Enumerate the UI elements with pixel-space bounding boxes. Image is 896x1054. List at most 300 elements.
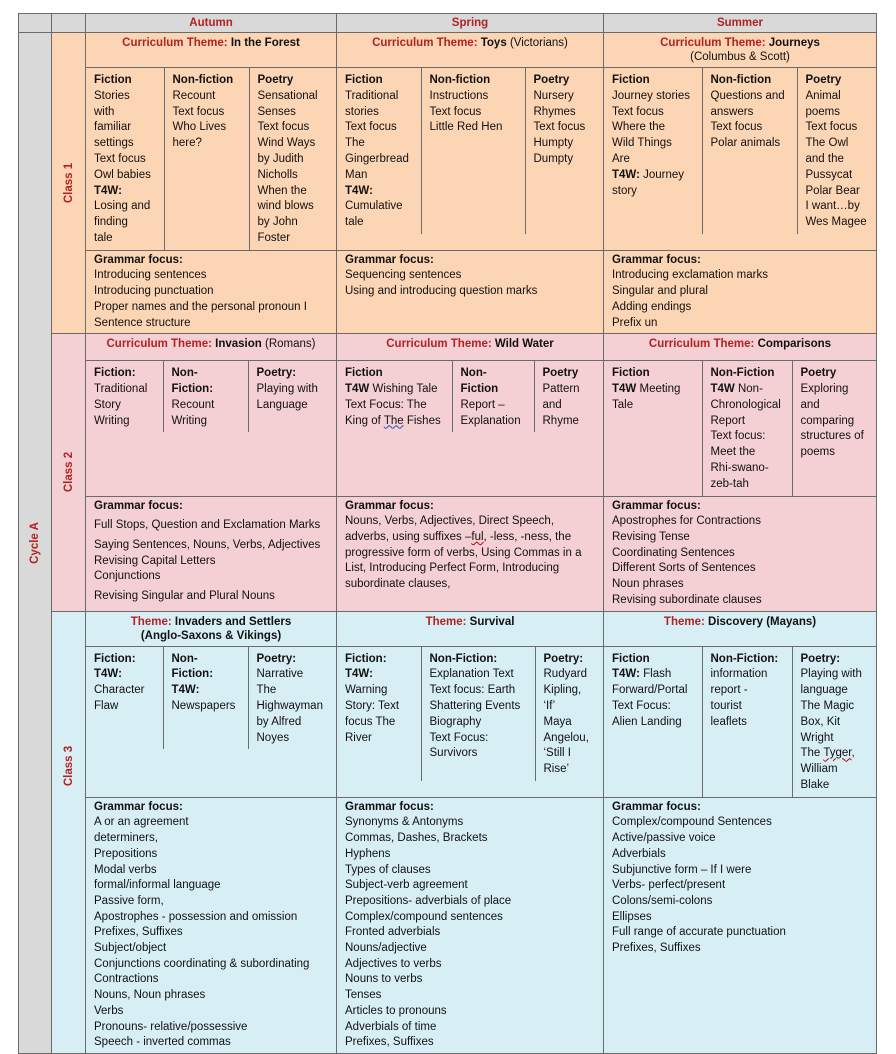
text-line: Forward/Portal [612,684,688,697]
grammar-item: Conjunctions [94,570,161,583]
class3-spring-grammar [337,797,604,1053]
grammar-item: Using and introducing question marks [345,285,538,298]
grammar-item: ful [471,531,484,544]
t4w-title: T4W: [345,668,373,681]
text-line: Playing with [256,383,318,396]
fiction-col [604,361,702,495]
text-line: Sensational [257,89,318,102]
text-line: Text focus [94,152,146,165]
theme-label: Curriculum Theme: [660,37,766,49]
t4w-title: T4W [612,383,637,396]
grammar-item: Revising subordinate clauses [612,593,762,606]
theme-label: Curriculum Theme: [372,37,478,49]
text-line: Explanation Text [429,668,514,681]
fiction-title: Fiction [612,74,650,86]
text-line: Polar Bear [805,184,860,197]
grammar-label: Grammar focus: [94,499,183,512]
grammar-item: adverbs, using suffixes – [345,531,472,544]
text-line: The Magic [800,699,855,712]
fiction-title: Fiction [345,367,383,380]
nonfiction-col [163,361,248,432]
poetry-col [534,361,603,432]
grammar-item: Articles to pronouns [345,1004,447,1017]
nonfiction-title: Non- [171,367,198,380]
text-line: and the [805,152,844,165]
corner-cell-1 [19,14,52,33]
text-line: poems [800,446,836,459]
nonfiction-title: Non-Fiction [710,367,775,380]
text-line: Wild Things [612,137,672,150]
text-line: tourist [710,699,742,712]
grammar-item: Complex/compound sentences [345,910,503,923]
grammar-item: Subject/object [94,942,167,955]
grammar-item: Tenses [345,989,382,1002]
text-line: Text focus [172,105,225,118]
fiction-col [604,68,702,234]
class1-spring-grammar [337,250,604,334]
text-line: with [94,105,115,118]
grammar-item: Apostrophes - possession and omission [94,910,298,923]
poetry-col [535,647,603,781]
text-inline: Journey [643,168,685,181]
class3-autumn-theme [86,611,337,646]
grammar-item: Adjectives to verbs [345,957,442,970]
text-line: River [345,731,372,744]
text-line: Story [94,398,121,411]
nonfiction-title: Non-fiction [429,74,491,86]
text-line: story [612,184,637,197]
grammar-item: Adding endings [612,300,692,313]
theme-label: Curriculum Theme: [386,338,492,351]
grammar-item: Nouns, Noun phrases [94,989,206,1002]
theme-value: Comparisons [757,338,832,351]
grammar-item: Adverbials [612,847,666,860]
class3-autumn-grammar [86,797,337,1053]
text-line: Warning [345,684,388,697]
grammar-item: Contractions [94,973,159,986]
text-line: tale [94,231,113,244]
text-line: by Judith [257,152,304,165]
t4w-title: T4W: [171,684,200,697]
grammar-item: Active/passive voice [612,832,716,845]
text-line: Text focus [429,105,482,118]
fiction-title: Fiction: [94,652,136,665]
text-line: Recount [172,89,216,102]
text-line: by Alfred [256,715,302,728]
t4w-title: T4W: [612,168,640,181]
grammar-item: Prefix un [612,316,658,329]
grammar-label: Grammar focus: [345,253,434,266]
text-line: Journey stories [612,89,690,102]
t4w-title: T4W: [345,184,373,197]
class2-summer-genres [604,361,877,496]
text-line: Rhymes [533,105,576,118]
grammar-item: Commas, Dashes, Brackets [345,832,488,845]
text-line: Writing [171,414,208,427]
text-line: Text focus: [710,430,766,443]
grammar-item: Nouns, Verbs, Adjectives, Direct Speech, [345,515,555,528]
text-line: Chronological [710,398,781,411]
text-line: Character [94,684,145,697]
text-line: Kipling, [543,684,582,697]
fiction-title: Fiction [612,367,650,380]
class3-label: Class 3 [62,745,75,787]
theme-value: Invasion [215,338,262,351]
theme-value: Wild Water [494,338,554,351]
fiction-title: Fiction [612,652,650,665]
grammar-item: Speech - inverted commas [94,1036,231,1049]
grammar-item: Sequencing sentences [345,269,462,282]
text-line: Shattering Events [429,699,521,712]
text-line: Highwayman [256,699,323,712]
grammar-item: Prefixes, Suffixes [345,1036,434,1049]
grammar-label: Grammar focus: [612,800,701,813]
text-line: zeb-tah [710,477,749,490]
grammar-item: Subject-verb agreement [345,879,468,892]
text-line: structures of [800,430,864,443]
text-line: Wes Magee [805,216,867,229]
cycle-label-cell [19,33,52,1054]
text-line: Survivors [429,747,478,760]
text-line: Alien Landing [612,715,682,728]
text-line: settings [94,137,134,150]
corner-cell-2 [52,14,86,33]
grammar-item: Ellipses [612,910,652,923]
class3-autumn-genres [86,646,337,797]
class2-label-cell [52,334,86,611]
text-line: Blake [800,778,830,791]
text-line: The [256,684,277,697]
class3-spring-genres [337,646,604,797]
theme-value: Discovery [708,615,764,628]
nonfiction-title: Fiction [460,383,499,396]
poetry-title: Poetry: [543,652,584,665]
theme-label: Theme: [425,615,467,628]
class1-autumn-theme [86,33,337,68]
text-line: When the [257,184,307,197]
text-line: information [710,668,768,681]
text-line: Text focus [710,121,763,134]
text-line: Polar animals [710,137,781,150]
poetry-title: Poetry [805,74,842,86]
text-line: report - [710,684,748,697]
fiction-col [337,361,452,432]
text-line: Animal [805,89,841,102]
poetry-title: Poetry [542,367,579,380]
grammar-item: Revising Capital Letters [94,554,216,567]
text-inline: Flash [643,668,672,681]
text-line: Text focus [533,121,586,134]
text-line: The Owl [805,137,849,150]
grammar-item: Different Sorts of Sentences [612,562,756,575]
text-line: wind blows [257,200,314,213]
text-line: Cumulative [345,200,403,213]
grammar-item: Revising Singular and Plural Nouns [94,590,275,603]
grammar-item: Types of clauses [345,863,431,876]
text-line: Nursery [533,89,574,102]
fiction-title: Fiction [94,74,132,86]
fiction-title: Fiction: [94,367,136,380]
text-line: Traditional [345,89,399,102]
text-line: Are [612,152,630,165]
text-line: Report [710,414,746,427]
grammar-item: Synonyms & Antonyms [345,816,464,829]
text-line: and [542,398,562,411]
class2-summer-grammar [604,496,877,611]
text-line: Dumpty [533,152,574,165]
text-line: Text Focus: [429,731,489,744]
grammar-item: Adverbials of time [345,1020,437,1033]
grammar-item: A or an agreement [94,816,189,829]
t4w-title: T4W: [612,668,640,681]
text-line: Pattern [542,383,580,396]
grammar-item: Introducing sentences [94,269,207,282]
text-line: Meet the [710,446,756,459]
text-line: Instructions [429,89,489,102]
grammar-item: Introducing punctuation [94,285,214,298]
grammar-item: Passive form, [94,894,164,907]
nonfiction-title: Non- [171,652,198,665]
theme-label: Theme: [130,615,172,628]
grammar-item: Full Stops, Question and Exclamation Marks [94,519,321,532]
text-line: Stories [94,89,130,102]
nonfiction-col [702,647,792,797]
text-line: William [800,763,838,776]
poetry-title: Poetry [257,74,294,86]
grammar-item: Subjunctive form – If I were [612,863,752,876]
poetry-col [249,68,336,250]
grammar-item: Introducing exclamation marks [612,269,768,282]
class2-label: Class 2 [62,452,75,493]
grammar-item: Verbs [94,1004,124,1017]
text-line: Senses [257,105,296,118]
fiction-title: Fiction [345,74,383,86]
theme-value: Toys [480,37,507,49]
grammar-item: Modal verbs [94,863,157,876]
class2-autumn-grammar [86,496,337,611]
fiction-col [86,361,163,432]
text-line: familiar [94,121,132,134]
fiction-col [337,68,421,234]
grammar-item: subordinate clauses, [345,578,451,591]
nonfiction-title: Non- [460,367,487,380]
class2-autumn-genres [86,361,337,496]
text-line: Rhyme [542,414,579,427]
text-inline: King of [345,414,381,427]
text-line: Text focus: Earth [429,684,516,697]
grammar-item: , -less, -ness, the [483,531,572,544]
text-line: Newspapers [171,699,236,712]
grammar-item: Hyphens [345,847,391,860]
nonfiction-col [421,68,525,234]
theme-sub: (Mayans) [766,615,817,628]
text-line: Text focus [257,121,310,134]
grammar-item: Prepositions- adverbials of place [345,894,512,907]
header-summer: Summer [604,14,877,33]
theme-sub: (Romans) [265,338,316,351]
header-autumn: Autumn [86,14,337,33]
theme-value: In the Forest [230,37,300,49]
fiction-col [86,647,163,750]
text-line: stories [345,105,379,118]
class2-autumn-theme [86,334,337,361]
class3-spring-theme [337,611,604,646]
text-line: comparing [800,414,855,427]
grammar-item: Singular and plural [612,285,708,298]
grammar-item: Revising Tense [612,531,690,544]
class3-label-cell [52,611,86,1053]
text-line: Nicholls [257,168,298,181]
nonfiction-col [452,361,534,432]
grammar-item: Prefixes, Suffixes [94,926,183,939]
text-line: Losing and [94,200,151,213]
text-line: Noyes [256,731,290,744]
grammar-item: Colons/semi-colons [612,894,713,907]
grammar-item: Conjunctions coordinating & subordinating [94,957,310,970]
text-line: Explanation [460,414,521,427]
poetry-col [248,361,336,432]
curriculum-grid [18,13,877,1054]
grammar-item: progressive form of verbs, Using Commas in a [345,546,582,559]
theme-sub: (Victorians) [509,37,568,49]
poetry-col [792,647,876,797]
poetry-col [792,361,876,495]
text-line: Where the [612,121,666,134]
text-line: poems [805,105,841,118]
class2-spring-grammar [337,496,604,611]
class1-summer-theme [604,33,877,68]
text-line: Wright [800,731,834,744]
poetry-title: Poetry [533,74,570,86]
text-line: Tale [612,398,634,411]
text-inline: Tyger [823,747,852,760]
grammar-item: Sentence structure [94,316,191,329]
grammar-label: Grammar focus: [94,253,183,266]
grammar-item: formal/informal language [94,879,221,892]
text-line: by John [257,216,298,229]
text-line: Gingerbread [345,152,409,165]
grammar-item: Fronted adverbials [345,926,441,939]
class1-summer-grammar [604,250,877,334]
grammar-item: Saying Sentences, Nouns, Verbs, Adjectives [94,539,321,552]
grammar-label: Grammar focus: [612,253,701,266]
grammar-label: Grammar focus: [345,499,434,512]
text-line: Text focus [345,121,397,134]
text-line: here? [172,137,202,150]
text-line: Man [345,168,368,181]
text-line: Traditional [94,383,148,396]
theme-sub: (Anglo-Saxons & Vikings) [140,629,282,642]
text-line: Flaw [94,699,119,712]
text-line: Rhi-swano- [710,462,769,475]
text-line: Foster [257,231,291,244]
nonfiction-col [421,647,535,781]
text-inline: Wishing Tale [372,383,438,396]
nonfiction-title: Non-fiction [710,74,772,86]
nonfiction-col [702,68,797,234]
text-line: Rudyard [543,668,587,681]
text-line: Box, Kit [800,715,841,728]
nonfiction-title: Fiction: [171,383,214,396]
theme-label: Theme: [663,615,705,628]
grammar-item: determiners, [94,832,158,845]
grammar-label: Grammar focus: [612,499,701,512]
text-line: Who Lives [172,121,227,134]
text-line: ‘Still I [543,747,571,760]
text-line: I want…by [805,200,860,213]
class1-label-cell [52,33,86,334]
text-line: and [800,398,820,411]
theme-value: Survival [469,615,515,628]
t4w-title: T4W: [94,184,122,197]
class1-summer-genres [604,68,877,251]
poetry-col [525,68,603,234]
theme-value: Invaders and Settlers [174,615,292,628]
text-line: Story: Text [345,699,400,712]
theme-sub: (Columbus & Scott) [690,51,790,63]
text-inline: , [851,747,855,760]
poetry-title: Poetry [800,367,837,380]
fiction-col [86,68,164,250]
nonfiction-title: Non-Fiction: [429,652,498,665]
class1-spring-theme [337,33,604,68]
text-inline: The [383,414,404,427]
class2-spring-theme [337,334,604,361]
grammar-label: Grammar focus: [94,800,183,813]
text-line: Angelou, [543,731,589,744]
text-line: Biography [429,715,482,728]
text-line: Text focus [612,105,664,118]
poetry-col [248,647,336,750]
text-line: Maya [543,715,572,728]
theme-value: Journeys [768,37,820,49]
theme-label: Curriculum Theme: [648,338,755,351]
class2-summer-theme [604,334,877,361]
nonfiction-col [164,68,249,250]
text-line: answers [710,105,754,118]
class2-spring-genres [337,361,604,496]
text-line: Writing [94,414,130,427]
grammar-item: Nouns to verbs [345,973,423,986]
poetry-col [797,68,876,234]
fiction-col [604,647,702,797]
text-line: The [345,137,365,150]
text-line: ‘If’ [543,699,556,712]
t4w-title: T4W [710,383,735,396]
text-line: Recount [171,398,215,411]
grammar-item: Prefixes, Suffixes [612,942,701,955]
text-line: focus The [345,715,396,728]
text-line: Little Red Hen [429,121,503,134]
grammar-item: Coordinating Sentences [612,546,735,559]
text-inline: Fishes [406,414,441,427]
theme-label: Curriculum Theme: [122,37,228,49]
grammar-item: Proper names and the personal pronoun I [94,300,307,313]
header-spring: Spring [337,14,604,33]
text-line: Rise’ [543,763,570,776]
cycle-label: Cycle A [29,522,41,564]
grammar-label: Grammar focus: [345,800,434,813]
text-inline: Non- [737,383,763,396]
text-inline: The [800,747,821,760]
grammar-item: Pronouns- relative/possessive [94,1020,248,1033]
poetry-title: Poetry: [256,652,297,665]
class3-summer-theme [604,611,877,646]
text-line: Text Focus: [612,699,671,712]
t4w-title: T4W: [94,668,122,681]
text-line: Humpty [533,137,574,150]
nonfiction-title: Non-Fiction: [710,652,779,665]
